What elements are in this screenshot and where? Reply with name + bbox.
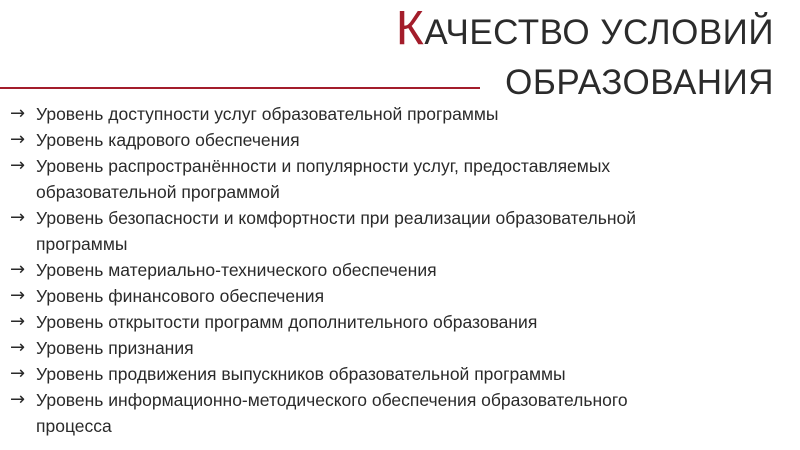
right-arrow-icon: → bbox=[10, 311, 26, 332]
bullet-list bbox=[10, 101, 770, 439]
right-arrow-icon: → bbox=[10, 129, 26, 150]
list-item-text: Уровень продвижения выпускников образовательной программы bbox=[36, 364, 566, 384]
list-item bbox=[10, 127, 770, 153]
right-arrow-icon: → bbox=[10, 155, 26, 176]
right-arrow-icon: → bbox=[10, 207, 26, 228]
list-item-text: Уровень материально-технического обеспечения bbox=[36, 260, 437, 280]
list-item bbox=[10, 153, 770, 205]
list-item-text: Уровень финансового обеспечения bbox=[36, 286, 325, 306]
right-arrow-icon: → bbox=[10, 389, 26, 410]
right-arrow-icon: → bbox=[10, 259, 26, 280]
list-item-text: Уровень распространённости и популярности услуг, предоставляемых образовательной программой bbox=[36, 156, 611, 202]
title-first-letter: К bbox=[395, 2, 425, 55]
list-item bbox=[10, 101, 770, 127]
list-item bbox=[10, 387, 770, 439]
list-item bbox=[10, 361, 770, 387]
title-line-1-rest: АЧЕСТВО УСЛОВИЙ bbox=[424, 13, 774, 52]
list-item bbox=[10, 309, 770, 335]
slide-title bbox=[396, 4, 774, 108]
list-item-text: Уровень признания bbox=[36, 338, 194, 358]
right-arrow-icon: → bbox=[10, 363, 26, 384]
title-line-2: ОБРАЗОВАНИЯ bbox=[505, 63, 774, 102]
list-item-text: Уровень открытости программ дополнительного образования bbox=[36, 312, 538, 332]
list-item-text: Уровень информационно-методического обеспечения образовательного процесса bbox=[36, 390, 628, 436]
list-item-text: Уровень безопасности и комфортности при реализации образовательной программы bbox=[36, 208, 637, 254]
list-item-text: Уровень кадрового обеспечения bbox=[36, 130, 300, 150]
right-arrow-icon: → bbox=[10, 285, 26, 306]
title-line-1 bbox=[396, 4, 774, 58]
right-arrow-icon: → bbox=[10, 337, 26, 358]
right-arrow-icon: → bbox=[10, 103, 26, 124]
list-item bbox=[10, 205, 770, 257]
list-item bbox=[10, 257, 770, 283]
list-item bbox=[10, 335, 770, 361]
list-item bbox=[10, 283, 770, 309]
list-item-text: Уровень доступности услуг образовательной программы bbox=[36, 104, 499, 124]
title-divider bbox=[0, 87, 480, 89]
